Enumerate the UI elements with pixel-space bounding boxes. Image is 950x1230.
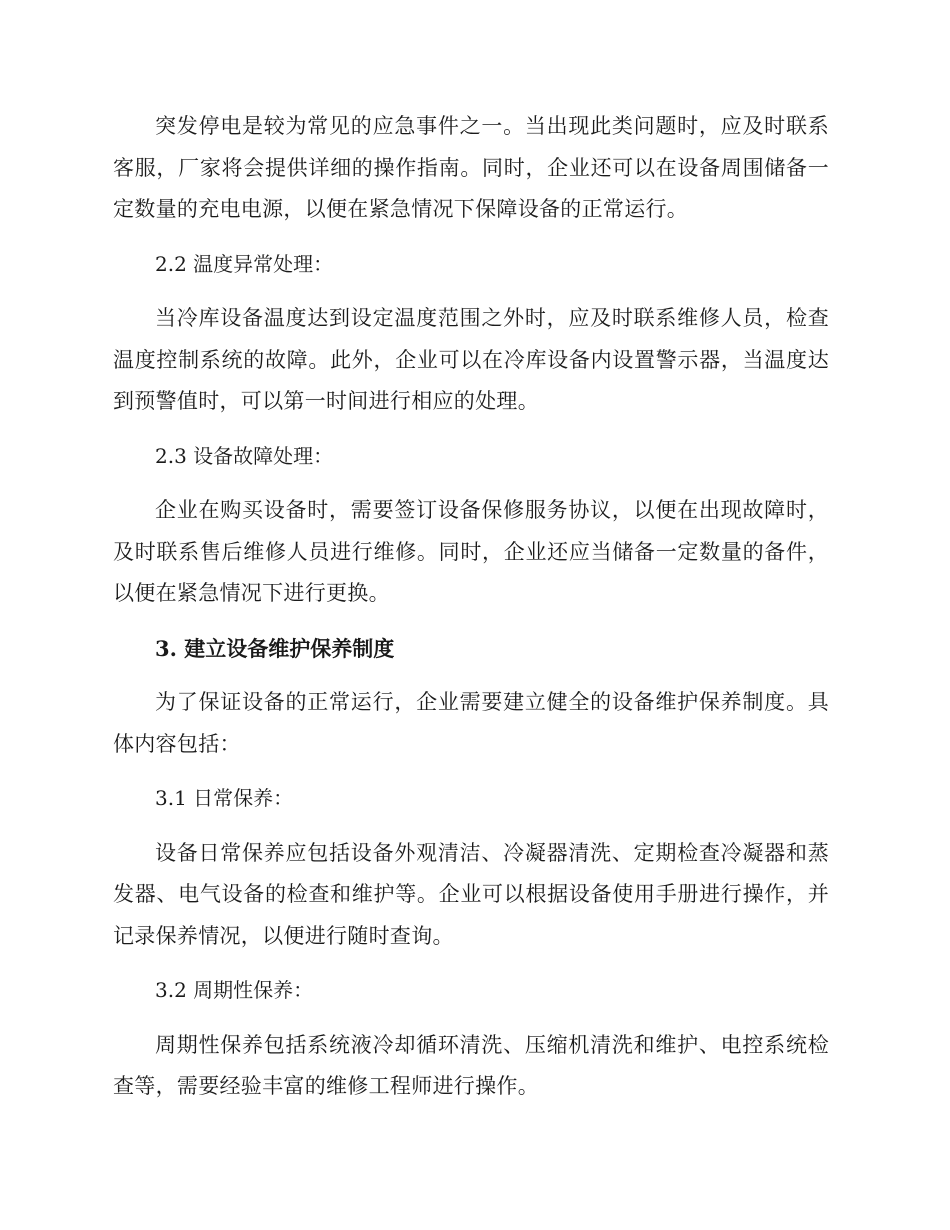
paragraph-maintenance-system: 为了保证设备的正常运行，企业需要建立健全的设备维护保养制度。具体内容包括： (113, 690, 829, 756)
subheading-3-2: 3.2 周期性保养： (155, 978, 314, 1002)
paragraph-daily-maintenance: 设备日常保养应包括设备外观清洁、冷凝器清洗、定期检查冷凝器和蒸发器、电气设备的检查和维护等。企业可以根据设备使用手册进行操作，并记录保养情况，以便进行随时查询。 (113, 840, 829, 948)
document-page (113, 106, 829, 1121)
section-heading-3: 3. 建立设备维护保养制度 (155, 635, 395, 661)
subheading-2-3: 2.3 设备故障处理： (155, 443, 334, 468)
paragraph-temperature: 当冷库设备温度达到设定温度范围之外时，应及时联系维修人员，检查温度控制系统的故障。此外，企业可以在冷库设备内设置警示器，当温度达到预警值时，可以第一时间进行相应的处理。 (113, 306, 829, 413)
subheading-3-1: 3.1 日常保养： (155, 786, 294, 810)
paragraph-equipment-fault: 企业在购买设备时，需要签订设备保修服务协议，以便在出现故障时，及时联系售后维修人员进行维修。同时，企业还应当储备一定数量的备件，以便在紧急情况下进行更换。 (113, 498, 829, 605)
subheading-2-2: 2.2 温度异常处理： (155, 251, 334, 276)
paragraph-periodic-maintenance: 周期性保养包括系统液冷却循环清洗、压缩机清洗和维护、电控系统检查等，需要经验丰富的维修工程师进行操作。 (113, 1032, 829, 1098)
paragraph-power-outage: 突发停电是较为常见的应急事件之一。当出现此类问题时，应及时联系客服，厂家将会提供详细的操作指南。同时，企业还可以在设备周围储备一定数量的充电电源，以便在紧急情况下保障设备的正常运行。 (113, 114, 829, 221)
